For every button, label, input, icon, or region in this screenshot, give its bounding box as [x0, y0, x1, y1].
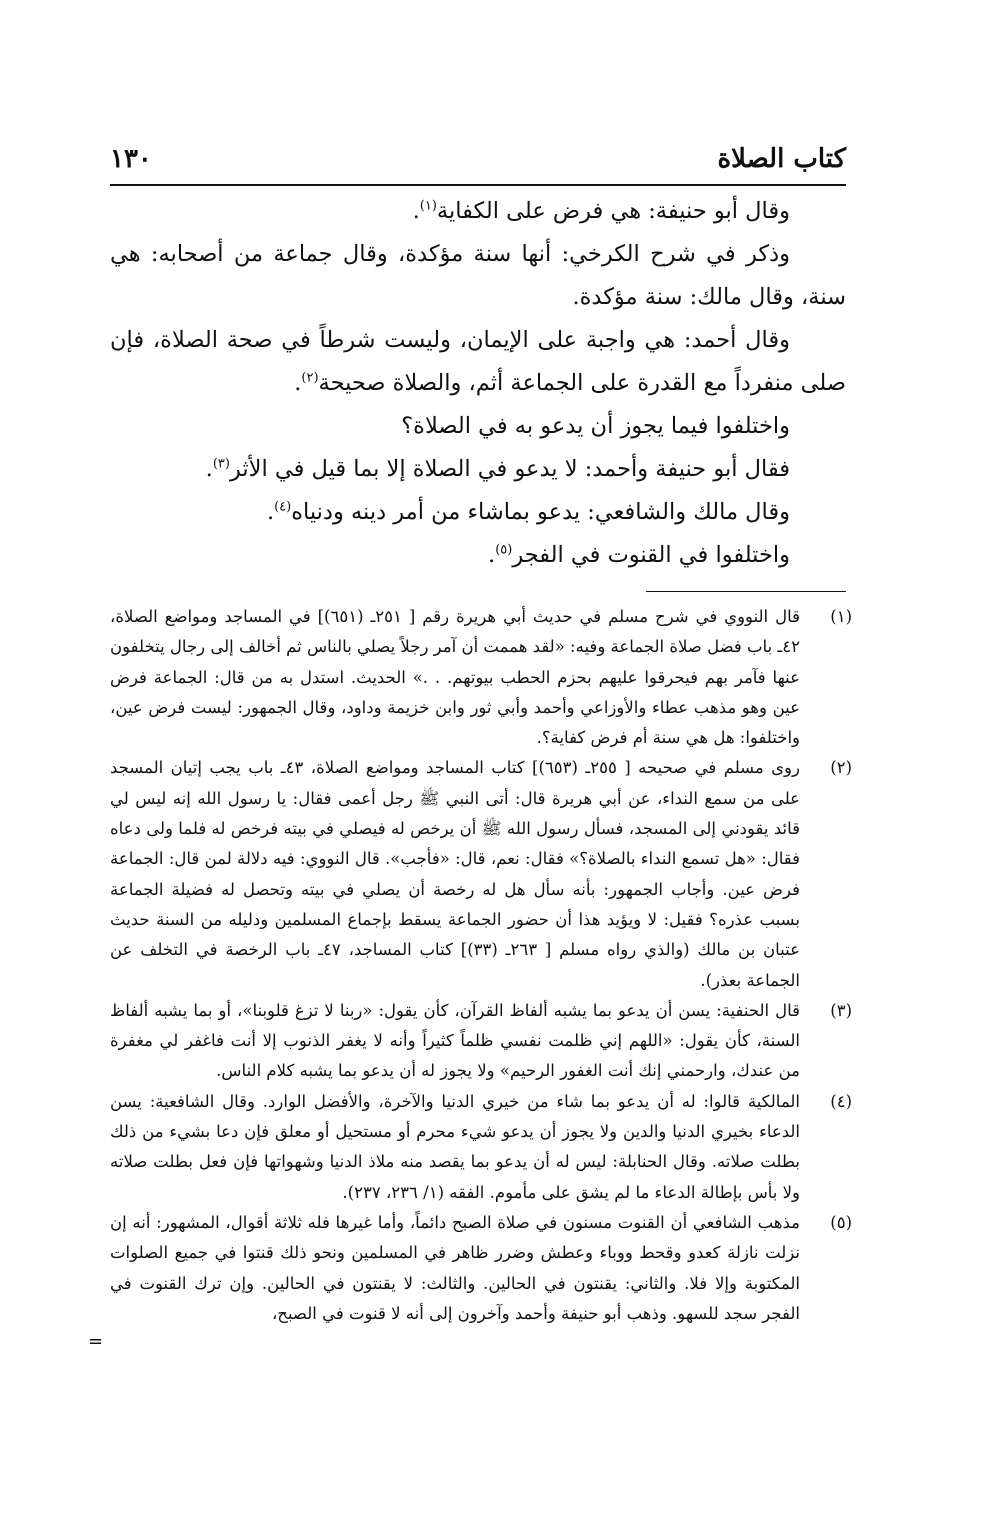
footnote-ref: (١): [419, 198, 437, 214]
footnote-number: (٤): [830, 1091, 852, 1111]
footnote: [110, 996, 852, 1087]
footnote-text: المالكية قالوا: له أن يدعو بما شاء من خيري الدنيا والآخرة، والأفضل الوارد. وقال الشافعية: يسن الدعاء بخيري الدنيا والدين ولا يجوز أن يدعو شيء محرم أو مستحيل أو معلق فإن دعا بشيء من ذلك بطلت صلاته. وقال الحنابلة: ليس له أن يدعو بما يقصد منه ملاذ الدنيا وشهواتها فإن فعل بطلت صلاته ولا بأس بإطالة الدعاء ما لم يشق على مأموم. الفقه (١/ ٢٣٦، ٢٣٧).: [110, 1091, 800, 1202]
footnote-text: روى مسلم في صحيحه [ ٢٥٥ـ (٦٥٣)] كتاب المساجد ومواضع الصلاة، ٤٣ـ باب يجب إتيان المسجد على من سمع النداء، عن أبي هريرة قال: أتى النبي ﷺ رجل أعمى فقال: يا رسول الله إنه ليس لي قائد يقودني إلى المسجد، فسأل رسول الله ﷺ أن يرخص له فيصلي في بيته فرخص له فلما ولى دعاه فقال: «هل تسمع النداء بالصلاة؟» فقال: نعم، قال: «فأجب». قال النووي: فيه دلالة لمن قال: الجماعة فرض عين. وأجاب الجمهور: بأنه سأل هل له رخصة أن يصلي في بيته وتحصل له فضيلة الجماعة بسبب عذره؟ فقيل: لا ويؤيد هذا أن حضور الجماعة يسقط بإجماع المسلمين ودليله من السنة حديث عتبان بن مالك (والذي رواه مسلم [ ٢٦٣ـ (٣٣)] كتاب المساجد، ٤٧ـ باب الرخصة في التخلف عن الجماعة بعذر).: [110, 758, 801, 990]
footnote-number: (٢): [830, 758, 852, 778]
footnote-ref: (٤): [274, 499, 292, 515]
paragraph: وذكر في شرح الكرخي: أنها سنة مؤكدة، وقال جماعة من أصحابه: هي سنة، وقال مالك: سنة مؤكدة.: [110, 241, 846, 310]
footnote-text: قال النووي في شرح مسلم في حديث أبي هريرة رقم [ ٢٥١ـ (٦٥١)] في المساجد ومواضع الصلاة، ٤٢ـ باب فضل صلاة الجماعة وفيه: «لقد هممت أن آمر رجلاً يصلي بالناس ثم أخالف إلى رجال يتخلفون عنها فآمر بهم فيحرقوا عليهم بحزم الحطب بيوتهم. . .» الحديث. استدل به من قال: الجماعة فرض عين وهو مذهب عطاء والأوزاعي وأحمد وأبي ثور وابن خزيمة وداود، وقال الجمهور: ليست فرض عين، واختلفوا: هل هي سنة أم فرض كفاية؟.: [110, 607, 800, 748]
footnote-separator: [646, 591, 846, 592]
paragraph: واختلفوا في القنوت في الفجر$^{(٥)}$.: [488, 542, 790, 568]
footnotes: [110, 602, 852, 1329]
footnote: [110, 753, 852, 995]
page-header: [110, 140, 846, 186]
footnote: [110, 1087, 852, 1208]
footnote-ref: (٥): [495, 542, 513, 558]
footnote: [110, 1208, 852, 1329]
footnote-number: (٥): [830, 1212, 852, 1232]
paragraph: فقال أبو حنيفة وأحمد: لا يدعو في الصلاة إلا بما قيل في الأثر$^{(٣)}$.: [205, 456, 790, 482]
paragraph: وقال أحمد: هي واجبة على الإيمان، وليست شرطاً في صحة الصلاة، فإن صلى منفرداً مع القدرة على الجماعة أثم، والصلاة صحيحة$^{(٢)}$.: [110, 327, 846, 396]
running-title: كتاب الصلاة: [717, 144, 846, 174]
paragraph: واختلفوا فيما يجوز أن يدعو به في الصلاة؟: [401, 413, 790, 439]
page-number: ١٣٠: [110, 144, 152, 174]
footnote-number: (٣): [830, 1000, 852, 1020]
main-text: [110, 190, 846, 577]
footnote-number: (١): [830, 607, 852, 626]
paragraph: وقال مالك والشافعي: يدعو بماشاء من أمر دينه ودنياه$^{(٤)}$.: [266, 499, 790, 525]
footnote-ref: (٢): [301, 370, 319, 386]
footnote-text: مذهب الشافعي أن القنوت مسنون في صلاة الصبح دائماً، وأما غيرها فله ثلاثة أقوال، المشهور: أنه إن نزلت نازلة كعدو وقحط ووباء وعطش وضرر ظاهر في المسلمين ونحو ذلك قنتوا في جميع الصلوات المكتوبة وإلا فلا. والثاني: يقنتون في الحالين. والثالث: لا يقنتون في الحالين. وإن ترك القنوت في الفجر سجد للسهو. وذهب أبو حنيفة وأحمد وآخرون إلى أنه لا قنوت في الصبح،: [110, 1212, 800, 1323]
footnote-text: قال الحنفية: يسن أن يدعو بما يشبه ألفاظ القرآن، كأن يقول: «ربنا لا تزغ قلوبنا»، أو بما يشبه ألفاظ السنة، كأن يقول: «اللهم إني ظلمت نفسي ظلماً كثيراً وأنه لا يغفر الذنوب إلا أنت فاغفر لي مغفرة من عندك، وارحمني إنك أنت الغفور الرحيم» ولا يجوز له أن يدعو بما يشبه كلام الناس.: [110, 1000, 800, 1081]
footnote-ref: (٣): [212, 456, 230, 472]
book-page: [110, 140, 852, 1329]
continuation-mark: =: [88, 1331, 104, 1352]
paragraph: وقال أبو حنيفة: هي فرض على الكفاية$^{(١)}$.: [412, 198, 790, 224]
footnote: [110, 602, 852, 753]
